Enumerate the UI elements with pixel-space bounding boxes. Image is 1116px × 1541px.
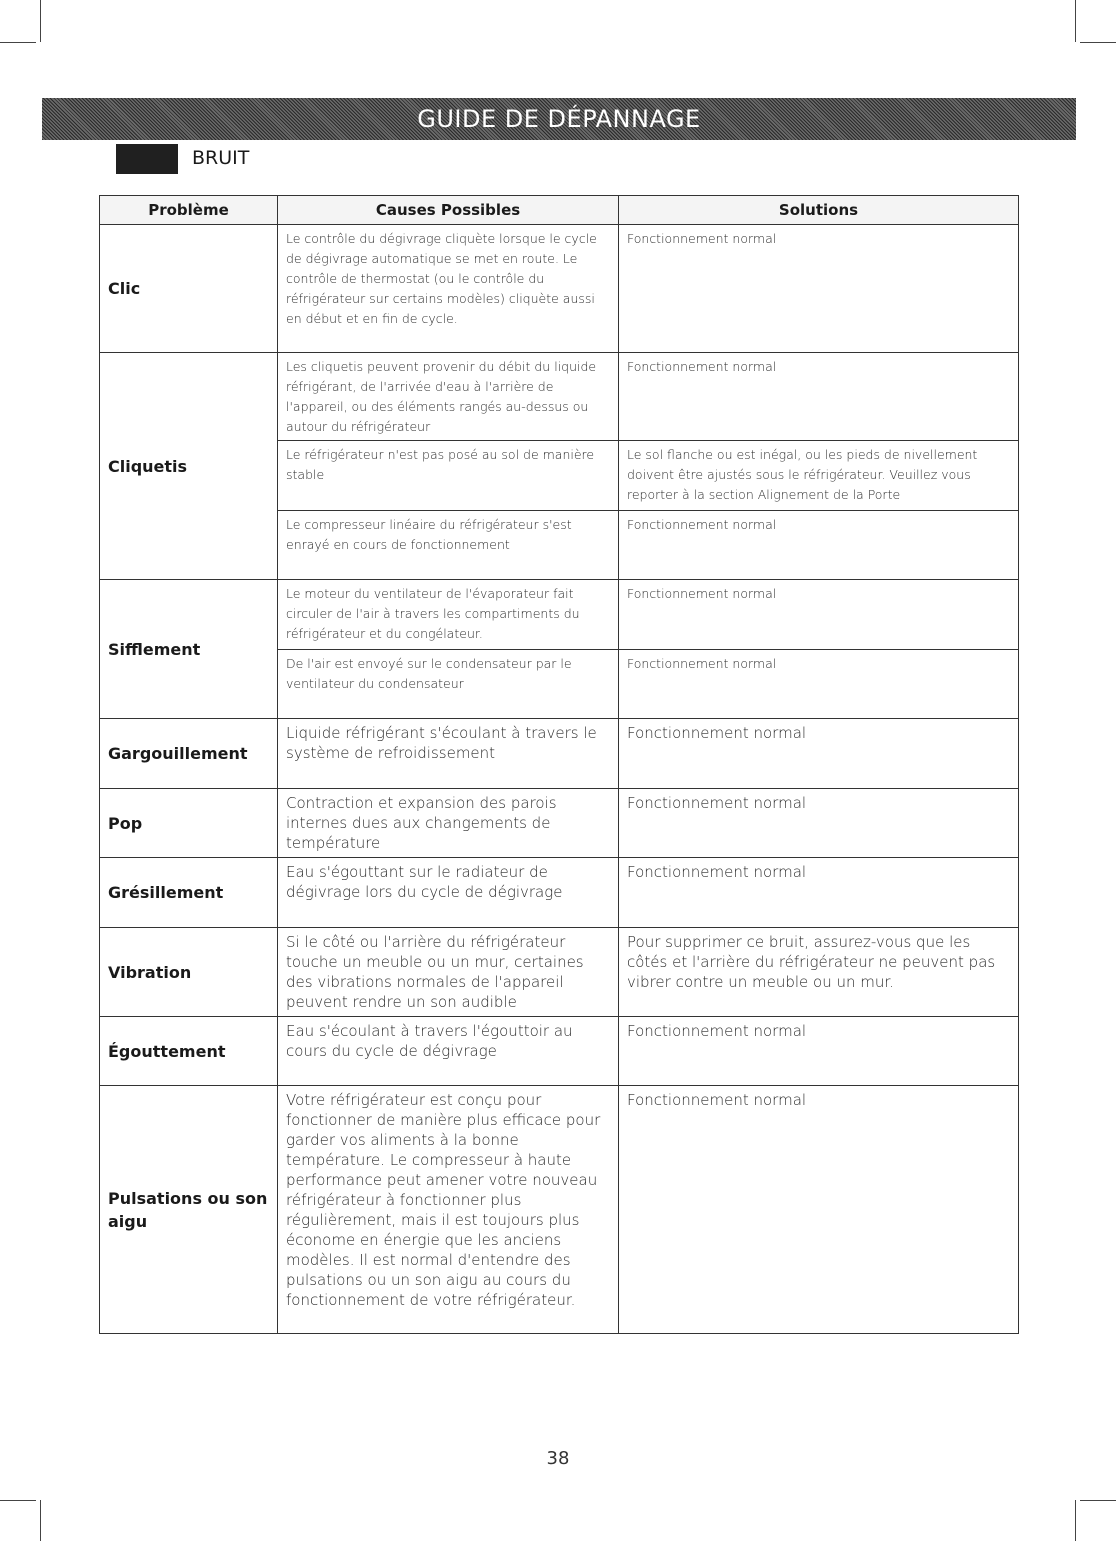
header-banner bbox=[42, 98, 1076, 140]
cause-cell: De l'air est envoyé sur le condensateur par le ventilateur du condensateur bbox=[278, 650, 619, 719]
solution-cell: Fonctionnement normal bbox=[619, 1017, 1019, 1086]
table-row bbox=[100, 1086, 1019, 1334]
crop-mark bbox=[40, 0, 41, 42]
crop-mark bbox=[40, 1500, 41, 1541]
crop-mark bbox=[0, 42, 36, 43]
solution-cell: Le sol flanche ou est inégal, ou les pieds de nivellement doivent être ajustés sous le réfrigérateur. Veuillez vous reporter à la section Alignement de la Porte bbox=[619, 441, 1019, 511]
solution-cell: Fonctionnement normal bbox=[619, 719, 1019, 789]
crop-mark bbox=[1080, 1500, 1116, 1501]
solution-cell: Fonctionnement normal bbox=[619, 511, 1019, 580]
crop-mark bbox=[1075, 1500, 1076, 1541]
solution-cell: Fonctionnement normal bbox=[619, 580, 1019, 650]
problem-cell: Clic bbox=[100, 225, 278, 353]
cause-cell: Votre réfrigérateur est conçu pour fonctionner de manière plus efficace pour garder vos aliments à la bonne température. Le compresseur à haute performance peut amener votre nouveau réfrigérateur à fonctionner plus régulièrement, mais il est toujours plus économe en énergie que les anciens modèles. Il est normal d'entendre des pulsations ou un son aigu au cours du fonctionnement de votre réfrigérateur. bbox=[278, 1086, 619, 1334]
page-number: 38 bbox=[546, 1448, 570, 1469]
table-row bbox=[100, 580, 1019, 650]
cause-cell: Eau s'écoulant à travers l'égouttoir au cours du cycle de dégivrage bbox=[278, 1017, 619, 1086]
problem-cell: Cliquetis bbox=[100, 353, 278, 580]
cause-cell: Liquide réfrigérant s'écoulant à travers le système de refroidissement bbox=[278, 719, 619, 789]
solution-cell: Fonctionnement normal bbox=[619, 1086, 1019, 1334]
table-row bbox=[100, 858, 1019, 928]
section-marker bbox=[116, 144, 178, 174]
cause-cell: Les cliquetis peuvent provenir du débit du liquide réfrigérant, de l'arrivée d'eau à l'arrière de l'appareil, ou des éléments rangés au-dessus ou autour du réfrigérateur bbox=[278, 353, 619, 441]
table-row bbox=[100, 789, 1019, 858]
crop-mark bbox=[0, 1500, 36, 1501]
problem-cell: Pulsations ou son aigu bbox=[100, 1086, 278, 1334]
header-causes: Causes Possibles bbox=[278, 196, 619, 225]
table-row bbox=[100, 1017, 1019, 1086]
cause-cell: Le compresseur linéaire du réfrigérateur s'est enrayé en cours de fonctionnement bbox=[278, 511, 619, 580]
cause-cell: Contraction et expansion des parois internes dues aux changements de température bbox=[278, 789, 619, 858]
solution-cell: Fonctionnement normal bbox=[619, 858, 1019, 928]
solution-cell: Fonctionnement normal bbox=[619, 353, 1019, 441]
table-header-row bbox=[100, 196, 1019, 225]
header-solutions: Solutions bbox=[619, 196, 1019, 225]
solution-cell: Fonctionnement normal bbox=[619, 650, 1019, 719]
problem-cell: Sifflement bbox=[100, 580, 278, 719]
table-row bbox=[100, 353, 1019, 441]
header-problem: Problème bbox=[100, 196, 278, 225]
cause-cell: Le moteur du ventilateur de l'évaporateur fait circuler de l'air à travers les compartiments du réfrigérateur et du congélateur. bbox=[278, 580, 619, 650]
solution-cell: Fonctionnement normal bbox=[619, 225, 1019, 353]
problem-cell: Gargouillement bbox=[100, 719, 278, 789]
problem-cell: Grésillement bbox=[100, 858, 278, 928]
table-row bbox=[100, 225, 1019, 353]
crop-mark bbox=[1080, 42, 1116, 43]
table-row bbox=[100, 928, 1019, 1017]
crop-mark bbox=[1075, 0, 1076, 42]
problem-cell: Pop bbox=[100, 789, 278, 858]
page-title: GUIDE DE DÉPANNAGE bbox=[417, 105, 701, 133]
section-title: BRUIT bbox=[192, 147, 250, 169]
cause-cell: Si le côté ou l'arrière du réfrigérateur touche un meuble ou un mur, certaines des vibrations normales de l'appareil peuvent rendre un son audible bbox=[278, 928, 619, 1017]
cause-cell: Le réfrigérateur n'est pas posé au sol de manière stable bbox=[278, 441, 619, 511]
solution-cell: Pour supprimer ce bruit, assurez-vous que les côtés et l'arrière du réfrigérateur ne peuvent pas vibrer contre un meuble ou un mur. bbox=[619, 928, 1019, 1017]
problem-cell: Vibration bbox=[100, 928, 278, 1017]
cause-cell: Le contrôle du dégivrage cliquète lorsque le cycle de dégivrage automatique se met en route. Le contrôle de thermostat (ou le contrôle du réfrigérateur sur certains modèles) cliquète aussi en début et en fin de cycle. bbox=[278, 225, 619, 353]
solution-cell: Fonctionnement normal bbox=[619, 789, 1019, 858]
troubleshooting-table bbox=[99, 195, 1019, 1334]
table-row bbox=[100, 719, 1019, 789]
problem-cell: Égouttement bbox=[100, 1017, 278, 1086]
cause-cell: Eau s'égouttant sur le radiateur de dégivrage lors du cycle de dégivrage bbox=[278, 858, 619, 928]
